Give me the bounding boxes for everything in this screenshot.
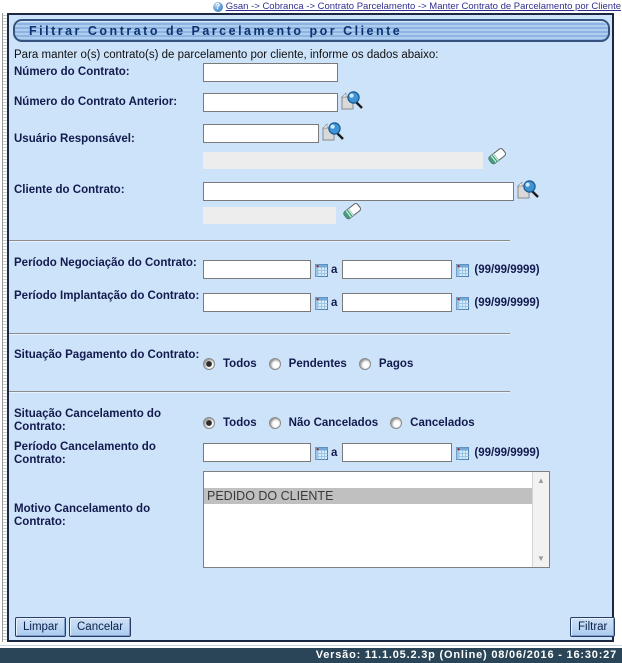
periodo-cancelamento-fim-input[interactable] — [342, 443, 452, 462]
radio-pagamento-todos[interactable] — [203, 358, 215, 370]
date-range-separator: a — [331, 263, 338, 276]
numero-contrato-input[interactable] — [203, 63, 338, 82]
usuario-responsavel-nome-field — [203, 152, 483, 169]
label-situacao-cancelamento: Situação Cancelamento do Contrato: — [14, 408, 161, 433]
label-situacao-pagamento: Situação Pagamento do Contrato: — [14, 349, 200, 361]
listbox-scrollbar[interactable] — [532, 472, 549, 567]
scroll-up-icon[interactable]: ▲ — [537, 476, 545, 485]
calendar-icon[interactable] — [456, 263, 469, 277]
usuario-responsavel-input[interactable] — [203, 124, 319, 143]
filtrar-button[interactable]: Filtrar — [570, 617, 615, 637]
help-icon[interactable]: ? — [213, 2, 223, 12]
periodo-implantacao-fim-input[interactable] — [342, 293, 452, 312]
date-mask-hint: (99/99/9999) — [474, 263, 540, 276]
radio-label: Não Cancelados — [288, 417, 379, 429]
situacao-pagamento-radios — [203, 357, 425, 371]
page-title: Filtrar Contrato de Parcelamento por Cliente — [29, 24, 403, 38]
radio-cancelamento-cancelados[interactable] — [390, 417, 402, 429]
periodo-negociacao-fim-input[interactable] — [342, 260, 452, 279]
label-numero-contrato: Número do Contrato: — [14, 66, 130, 78]
search-icon[interactable] — [517, 179, 540, 201]
breadcrumb-text[interactable]: Gsan -> Cobranca -> Contrato Parcelamento -> Manter Contrato de Parcelamento por Cliente — [225, 1, 621, 12]
eraser-icon[interactable] — [341, 201, 363, 222]
filter-form-panel — [7, 13, 614, 642]
cliente-contrato-nome-field — [203, 207, 336, 224]
label-numero-contrato-anterior: Número do Contrato Anterior: — [14, 96, 178, 108]
periodo-implantacao-row — [203, 293, 540, 312]
date-range-separator: a — [331, 296, 338, 309]
radio-cancelamento-nao-cancelados[interactable] — [269, 417, 281, 429]
divider-line — [0, 645, 622, 646]
periodo-cancelamento-row — [203, 443, 540, 462]
label-periodo-cancelamento: Período Cancelamento do Contrato: — [14, 441, 156, 466]
periodo-negociacao-row — [203, 260, 540, 279]
radio-pagamento-pendentes[interactable] — [269, 358, 281, 370]
radio-label: Pagos — [378, 358, 414, 370]
label-periodo-negociacao: Período Negociação do Contrato: — [14, 257, 197, 269]
instructions-text: Para manter o(s) contrato(s) de parcelamento por cliente, informe os dados abaixo: — [14, 49, 439, 61]
periodo-negociacao-inicio-input[interactable] — [203, 260, 311, 279]
limpar-button[interactable]: Limpar — [15, 617, 66, 637]
calendar-icon[interactable] — [315, 446, 328, 460]
situacao-cancelamento-radios — [203, 416, 487, 430]
label-motivo-cancelamento: Motivo Cancelamento do Contrato: — [14, 503, 151, 528]
section-divider — [9, 391, 510, 393]
radio-pagamento-pagos[interactable] — [359, 358, 371, 370]
calendar-icon[interactable] — [456, 296, 469, 310]
calendar-icon[interactable] — [456, 446, 469, 460]
date-mask-hint: (99/99/9999) — [474, 296, 540, 309]
search-icon[interactable] — [341, 90, 364, 112]
radio-cancelamento-todos[interactable] — [203, 417, 215, 429]
cancelar-button[interactable]: Cancelar — [69, 617, 131, 637]
list-option-empty[interactable] — [204, 472, 532, 488]
section-divider — [9, 240, 510, 242]
calendar-icon[interactable] — [315, 296, 328, 310]
version-text: Versão: 11.1.05.2.3p (Online) 08/06/2016 - 16:30:27 — [315, 649, 617, 661]
search-icon[interactable] — [322, 121, 345, 143]
label-periodo-implantacao: Período Implantação do Contrato: — [14, 290, 200, 302]
periodo-implantacao-inicio-input[interactable] — [203, 293, 311, 312]
label-cliente-contrato: Cliente do Contrato: — [14, 184, 125, 196]
date-range-separator: a — [331, 446, 338, 459]
list-option-pedido-do-cliente[interactable]: PEDIDO DO CLIENTE — [204, 488, 532, 504]
footer-bar — [0, 648, 622, 663]
radio-label: Todos — [223, 417, 257, 429]
date-mask-hint: (99/99/9999) — [474, 446, 540, 459]
calendar-icon[interactable] — [315, 263, 328, 277]
page-title-bar — [13, 19, 610, 42]
scroll-down-icon[interactable]: ▼ — [537, 554, 545, 563]
radio-label: Pendentes — [288, 358, 347, 370]
cliente-contrato-input[interactable] — [203, 182, 514, 201]
breadcrumb — [0, 0, 621, 13]
eraser-icon[interactable] — [486, 146, 508, 167]
radio-label: Cancelados — [410, 417, 475, 429]
periodo-cancelamento-inicio-input[interactable] — [203, 443, 311, 462]
section-divider — [9, 333, 510, 335]
motivo-cancelamento-listbox[interactable] — [203, 471, 550, 568]
radio-label: Todos — [223, 358, 257, 370]
numero-contrato-anterior-input[interactable] — [203, 93, 338, 112]
label-usuario-responsavel: Usuário Responsável: — [14, 133, 135, 145]
